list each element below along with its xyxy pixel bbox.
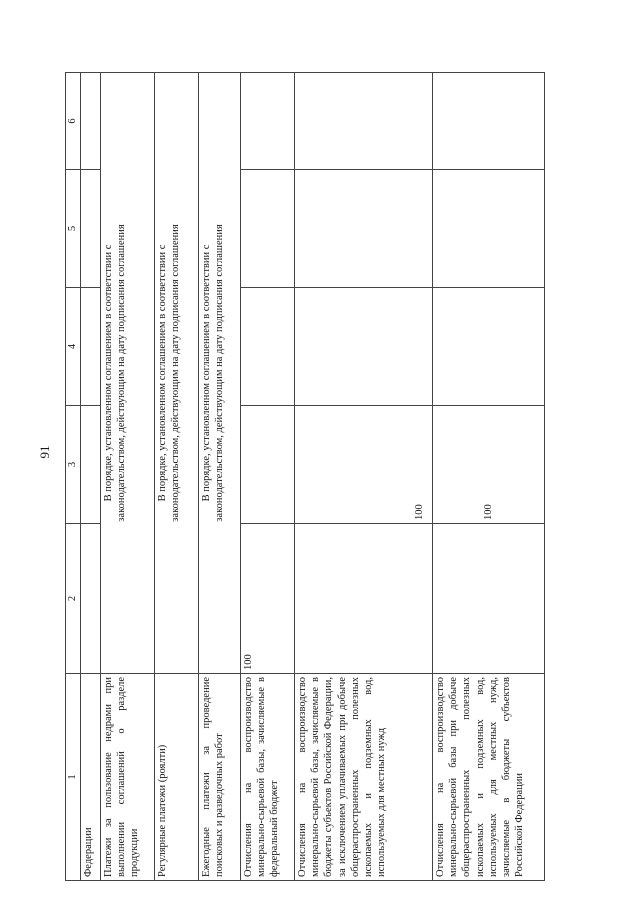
column-header-2: 2 [66,524,81,674]
row-name: Отчисления на воспроизводство минерально-сырьевой базы, зачисляемые в бюджеты субъектов Российской Федерации, за исключением уплачиваемых при добыче общераспространенных полезных ископаемых и подземных вод, используемых для местных нужд [295,674,433,881]
row-name: Отчисления на воспроизводство минерально-сырьевой базы при добыче общераспространенных полезных ископаемых и подземных вод, используемых для местных нужд, зачисляемые в бюджеты субъектов Российской Федерации [433,674,545,881]
table-cell [81,406,101,524]
rotated-page [65,66,605,881]
agreement-note-line: законодательством, действующим на дату подписания соглашения [214,224,226,522]
table-cell [295,73,433,170]
agreement-note-line: законодательством, действующим на дату подписания соглашения [170,224,182,522]
agreement-note [101,73,155,674]
agreement-note-line: В порядке, установленном соглашением в соответствии с [103,244,114,502]
value-cell: 100 [433,406,545,524]
row-name: Отчисления на воспроизводство минерально-сырьевой базы, зачисляемые в федеральный бюджет [241,674,295,881]
value-cell: 100 [295,406,433,524]
row-name: Регулярные платежи (роялти) [155,674,199,881]
column-header-3: 3 [66,406,81,524]
table-cell [433,288,545,406]
table-row [199,73,241,881]
table-row [101,73,155,881]
table-cell [433,170,545,288]
table-row [433,73,545,881]
agreement-note-line: В порядке, установленном соглашением в соответствии с [201,244,212,502]
budget-norms-table [65,72,545,881]
table-cell [241,170,295,288]
value-cell [433,524,545,674]
table-row [241,73,295,881]
table-cell [81,288,101,406]
table-cell [295,288,433,406]
row-name: Платежи за пользование недрами при выполнении соглашений о разделе продукции [101,674,155,881]
value-cell [295,524,433,674]
agreement-note-line: законодательством, действующим на дату подписания соглашения [116,224,128,522]
value-cell: 100 [241,524,295,674]
column-header-6: 6 [66,73,81,170]
table-cell [81,73,101,170]
agreement-note [199,73,241,674]
column-header-5: 5 [66,170,81,288]
row-name: Федерации [81,674,101,881]
page-number: 91 [37,445,52,459]
table-row [81,73,101,881]
table-row [295,73,433,881]
table-cell [295,170,433,288]
column-header-1: 1 [66,674,81,881]
table-cell [81,524,101,674]
agreement-note-line: В порядке, установленном соглашением в соответствии с [157,244,168,502]
agreement-note [155,73,199,674]
table-cell [241,73,295,170]
table-header-row [66,73,81,881]
value-cell [241,406,295,524]
table-cell [241,288,295,406]
table-cell [81,170,101,288]
table-cell [433,73,545,170]
table-row [155,73,199,881]
column-header-4: 4 [66,288,81,406]
row-name: Ежегодные платежи за проведение поисковых и разведочных работ [199,674,241,881]
